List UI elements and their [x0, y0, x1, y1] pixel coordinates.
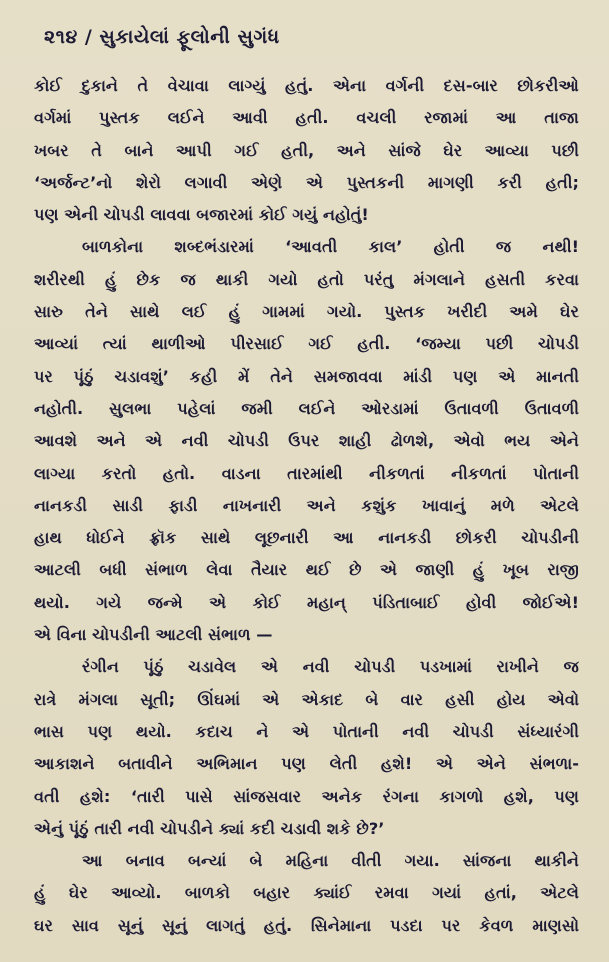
paragraph-3: [34, 651, 579, 845]
text-line: ‘અર્જન્ટ’નો શેરો લગાવી એણે એ પુસ્તકની માગણી કરી હતી;: [34, 172, 579, 192]
text-line: શરીરથી હું છેક જ થાકી ગયો હતો પરંતુ મંગલાને હસતી કરવા: [34, 269, 579, 289]
running-head: ૨૧૪ / સુકાયેલાં ફૂલોની સુગંધ: [44, 26, 280, 48]
text-line: નહોતી. સુલભા પહેલાં જમી લઈને ઓરડામાં ઉતાવળી ઉતાવળી: [34, 398, 579, 418]
paragraph-1: [34, 70, 579, 231]
text-line: વતી હશે: ‘તારી પાસે સાંજસવાર અનેક રંગના કાગળો હશે, પણ: [34, 786, 579, 806]
text-line: સારુ તેને સાથે લઈ હું ગામમાં ગયો. પુસ્તક ખરીદી અમે ઘેર: [34, 302, 579, 322]
text-line: આ બનાવ બન્યાં બે મહિના વીતી ગયા. સાંજના થાકીને: [82, 851, 579, 871]
text-line: આટલી બધી સંભાળ લેવા તૈયાર થઈ છે એ જાણી હું ખૂબ રાજી: [34, 560, 579, 580]
text-line: બાળકોના શબ્દભંડારમાં ‘આવતી કાલ’ હોતી જ નથી!: [82, 237, 579, 257]
text-line: કોઈ દુકાને તે વેચાવા લાગ્યું હતું. એના વર્ગની દસ-બાર છોકરીઓ: [34, 76, 579, 95]
text-line: થયો. ગયે જન્મે એ કોઈ મહાન્ પંડિતાબાઈ હોવી જોઈએ!: [34, 592, 579, 612]
text-line: ભાસ પણ થયો. કદાચ ને એ પોતાની નવી ચોપડી સંધ્યારંગી: [34, 721, 579, 741]
text-line: વર્ગમાં પુસ્તક લઈને આવી હતી. વચલી રજામાં આ તાજા: [34, 108, 579, 128]
paragraph-2: [34, 231, 579, 651]
text-line: લાગ્યા કરતો હતો. વાડના તારમાંથી નીકળતાં નીકળતાં પોતાની: [34, 463, 579, 483]
text-line: આવ્યાં ત્યાં થાળીઓ પીરસાઈ ગઈ હતી. ‘જમ્યા પછી ચોપડી: [34, 334, 579, 354]
text-line: ખબર તે બાને આપી ગઈ હતી, અને સાંજે ઘેર આવ્યા પછી: [34, 140, 579, 160]
paragraph-4: [34, 845, 579, 942]
text-line: નાનકડી સાડી ફાડી નાખનારી અને કશુંક ખાવાનું મળે એટલે: [34, 495, 579, 515]
text-line: આકાશને બતાવીને અભિમાન પણ લેતી હશે! એ એને સંભળા-: [34, 754, 579, 774]
text-line: પર પૂંઠું ચડાવશું’ કહી મેં તેને સમજાવવા માંડી પણ એ માનતી: [34, 366, 579, 386]
text-line: પણ એની ચોપડી લાવવા બજારમાં કોઈ ગયું નહોતું!: [34, 205, 369, 225]
text-line: હું ઘેર આવ્યો. બાળકો બહાર ક્યાંઈ રમવા ગયાં હતાં, એટલે: [34, 883, 579, 903]
text-line: રાત્રે મંગલા સૂતી; ઊંઘમાં એ એકાદ બે વાર હસી હોય એવો: [34, 689, 579, 709]
text-line: રંગીન પૂંઠું ચડાવેલ એ નવી ચોપડી પડખામાં રાખીને જ: [82, 657, 579, 677]
text-line: હાથ ધોઈને ફ્રૉક સાથે લૂછનારી આ નાનકડી છોકરી ચોપડીની: [34, 528, 579, 548]
text-line: એનું પૂંઠું તારી નવી ચોપડીને ક્યાં કદી ચડાવી શકે છે?’: [34, 818, 385, 838]
text-line: ઘર સાવ સૂનું સૂનું લાગતું હતું. સિનેમાના પડદા પર કેવળ માણસો: [34, 915, 579, 935]
text-line: એ વિના ચોપડીની આટલી સંભાળ —: [34, 625, 273, 645]
text-line: આવશે અને એ નવી ચોપડી ઉપર શાહી ઢોળશે, એવો ભય એને: [34, 431, 579, 451]
